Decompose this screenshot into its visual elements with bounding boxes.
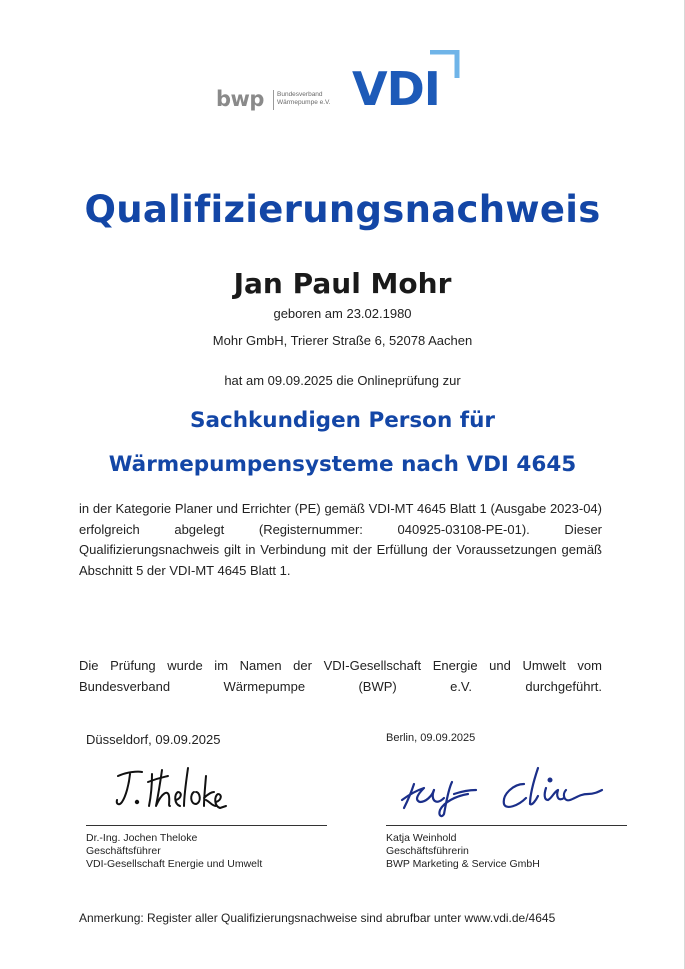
main-paragraph: in der Kategorie Planer und Errichter (PE) gemäß VDI-MT 4645 Blatt 1 (Ausgabe 2023-04) erfolgreich abgelegt (Registernummer: 040925-03108-PE-01). Dieser Qualifizierungsnachweis gilt in Verbindung mit der Erfüllung der Voraussetzungen gemäß Abschnitt 5 der VDI-MT 4645 Blatt 1. bbox=[79, 501, 602, 578]
right-signature-image bbox=[398, 760, 608, 820]
right-signature-line bbox=[386, 825, 627, 826]
qualification-title-line1: Sachkundigen Person für bbox=[189, 408, 496, 433]
left-signatory-name: Dr.-Ing. Jochen Theloke bbox=[86, 832, 198, 844]
qualification-title-line2: Wärmepumpensysteme nach VDI 4645 bbox=[108, 452, 577, 477]
bwp-logo-divider bbox=[273, 90, 274, 110]
bwp-logo-line2: Wärmepumpe e.V. bbox=[277, 99, 331, 106]
person-address: Mohr GmbH, Trierer Straße 6, 52078 Aachen bbox=[212, 333, 473, 348]
vdi-logo-mark: VDI bbox=[352, 62, 440, 116]
left-signature-image bbox=[112, 762, 232, 818]
left-signatory-role: Geschäftsführer bbox=[86, 845, 161, 857]
left-signature-line bbox=[86, 825, 327, 826]
left-place-date: Düsseldorf, 09.09.2025 bbox=[86, 732, 221, 747]
right-signatory-name: Katja Weinhold bbox=[386, 832, 457, 844]
register-note: Anmerkung: Register aller Qualifizierungsnachweise sind abrufbar unter www.vdi.de/4645 bbox=[79, 911, 556, 925]
birth-date: geboren am 23.02.1980 bbox=[273, 306, 412, 321]
left-signatory bbox=[86, 832, 262, 871]
person-name: Jan Paul Mohr bbox=[233, 267, 452, 300]
exam-paragraph: Die Prüfung wurde im Namen der VDI-Gesellschaft Energie und Umwelt vom Bundesverband Wärmepumpe (BWP) e.V. durchgeführt. bbox=[79, 658, 602, 694]
left-signatory-org: VDI-Gesellschaft Energie und Umwelt bbox=[86, 858, 263, 870]
bwp-logo-line1: Bundesverband bbox=[277, 91, 323, 98]
right-signatory-org: BWP Marketing & Service GmbH bbox=[386, 858, 540, 870]
document-title: Qualifizierungsnachweis bbox=[84, 188, 601, 231]
bwp-logo-text bbox=[277, 91, 331, 107]
vdi-logo bbox=[352, 50, 460, 120]
exam-line: hat am 09.09.2025 die Onlineprüfung zur bbox=[224, 373, 461, 388]
bwp-logo-mark: bwp bbox=[216, 87, 264, 111]
right-signatory-role: Geschäftsführerin bbox=[386, 845, 469, 857]
right-place-date: Berlin, 09.09.2025 bbox=[386, 732, 476, 744]
right-signatory bbox=[386, 832, 540, 871]
